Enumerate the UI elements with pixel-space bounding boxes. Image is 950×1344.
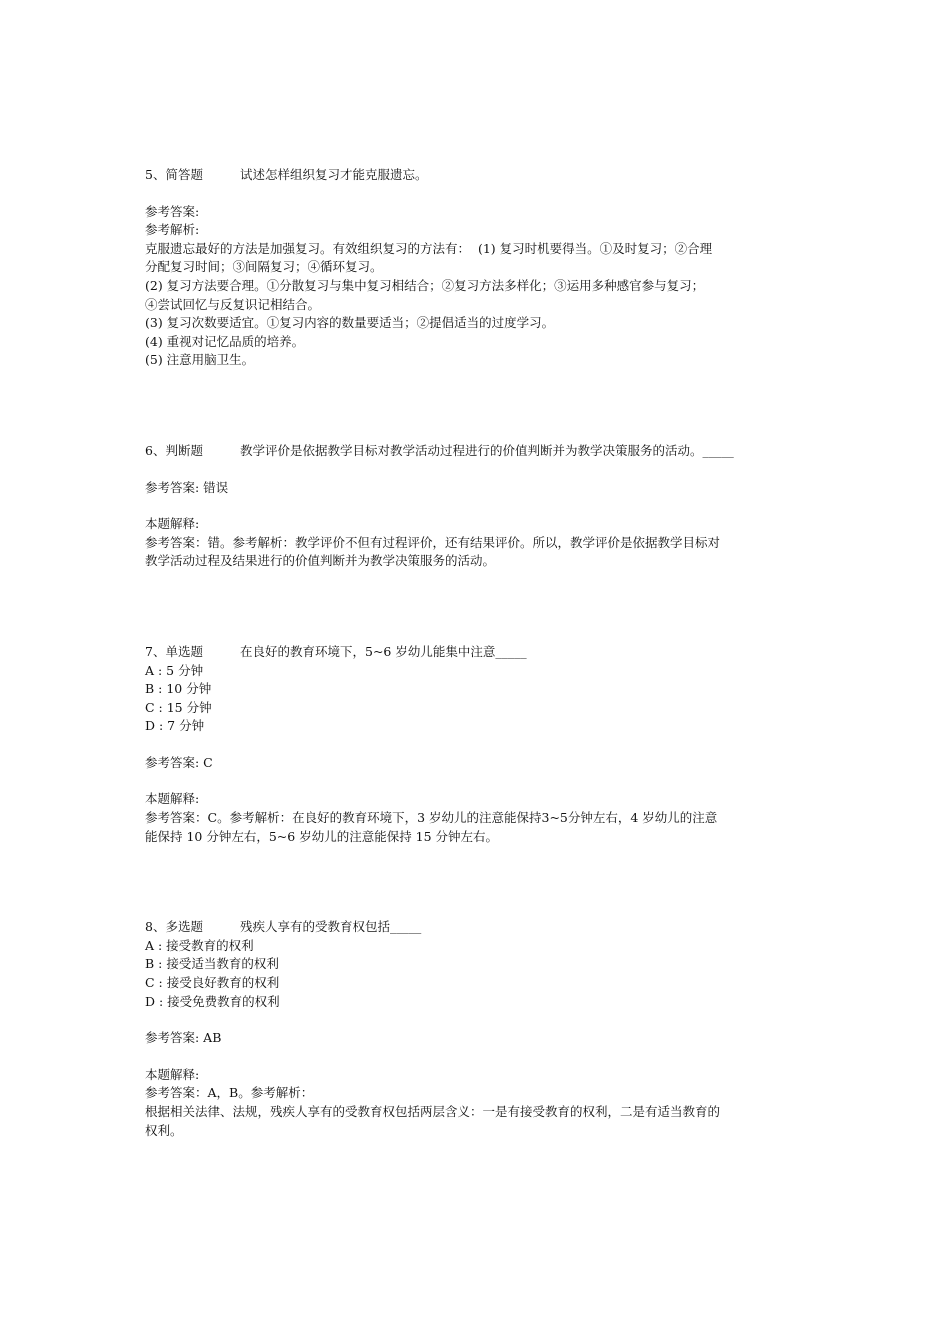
option-c: C : 15 分钟 bbox=[145, 699, 212, 715]
question-header bbox=[145, 918, 810, 937]
analysis-line: 参考答案：A，B。参考解析： bbox=[145, 1085, 314, 1101]
document-page bbox=[145, 166, 810, 1140]
question-5 bbox=[145, 166, 810, 370]
question-header bbox=[145, 166, 810, 185]
question-stem: 在良好的教育环境下，5~6 岁幼儿能集中注意_____ bbox=[240, 643, 527, 659]
option-d: D : 7 分钟 bbox=[145, 718, 205, 734]
analysis-title: 本题解释: bbox=[145, 516, 200, 532]
analysis-line: (3) 复习次数要适宜。①复习内容的数量要适当；②提倡适当的过度学习。 bbox=[145, 315, 555, 331]
option-b: B : 10 分钟 bbox=[145, 681, 212, 697]
option-a: A : 5 分钟 bbox=[145, 662, 204, 678]
answer-label: 参考答案: C bbox=[145, 754, 213, 770]
option-a: A : 接受教育的权利 bbox=[145, 937, 254, 953]
answer-label: 参考答案: AB bbox=[145, 1030, 222, 1046]
question-number: 6、判断题 bbox=[145, 442, 203, 458]
question-6 bbox=[145, 442, 810, 571]
answer-label: 参考答案: 错误 bbox=[145, 479, 229, 495]
analysis-line: 分配复习时间；③间隔复习；④循环复习。 bbox=[145, 259, 383, 275]
analysis-line: (5) 注意用脑卫生。 bbox=[145, 352, 255, 368]
analysis-line: ④尝试回忆与反复识记相结合。 bbox=[145, 296, 321, 312]
analysis-line: (4) 重视对记忆品质的培养。 bbox=[145, 333, 305, 349]
analysis-line: 参考答案：错。参考解析：教学评价不但有过程评价，还有结果评价。所以，教学评价是依据教学目标对 bbox=[145, 534, 721, 550]
analysis-title: 参考解析: bbox=[145, 222, 200, 238]
analysis-line: 根据相关法律、法规，残疾人享有的受教育权包括两层含义：一是有接受教育的权利，二是有适当教育的 bbox=[145, 1104, 721, 1119]
option-c: C : 接受良好教育的权利 bbox=[145, 975, 280, 991]
option-d: D : 接受免费教育的权利 bbox=[145, 993, 280, 1009]
analysis-line: 权利。 bbox=[145, 1122, 183, 1138]
question-stem: 残疾人享有的受教育权包括_____ bbox=[240, 919, 422, 935]
analysis-line: 教学活动过程及结果进行的价值判断并为教学决策服务的活动。 bbox=[145, 553, 496, 569]
analysis-line: (2) 复习方法要合理。①分散复习与集中复习相结合；②复习方法多样化；③运用多种感官参与复习； bbox=[145, 277, 705, 293]
answer-label: 参考答案: bbox=[145, 203, 200, 219]
question-header bbox=[145, 442, 810, 461]
analysis-title: 本题解释: bbox=[145, 1066, 200, 1082]
question-7 bbox=[145, 643, 810, 846]
question-number: 8、多选题 bbox=[145, 919, 203, 935]
analysis-line: 参考答案：C。参考解析：在良好的教育环境下，3 岁幼儿的注意能保持3~5分钟左右，4 岁幼儿的注意 bbox=[145, 810, 718, 826]
question-8 bbox=[145, 918, 810, 1140]
analysis-line: 能保持 10 分钟左右，5~6 岁幼儿的注意能保持 15 分钟左右。 bbox=[145, 828, 499, 844]
question-stem: 教学评价是依据教学目标对教学活动过程进行的价值判断并为教学决策服务的活动。_____ bbox=[240, 442, 734, 458]
question-stem: 试述怎样组织复习才能克服遗忘。 bbox=[240, 167, 428, 182]
question-number: 5、简答题 bbox=[145, 167, 203, 182]
question-number: 7、单选题 bbox=[145, 643, 203, 659]
option-b: B : 接受适当教育的权利 bbox=[145, 956, 279, 972]
analysis-title: 本题解释: bbox=[145, 791, 200, 807]
question-header bbox=[145, 643, 810, 662]
analysis-line: 克服遗忘最好的方法是加强复习。有效组织复习的方法有： (1) 复习时机要得当。①及时复习；②合理 bbox=[145, 240, 713, 256]
